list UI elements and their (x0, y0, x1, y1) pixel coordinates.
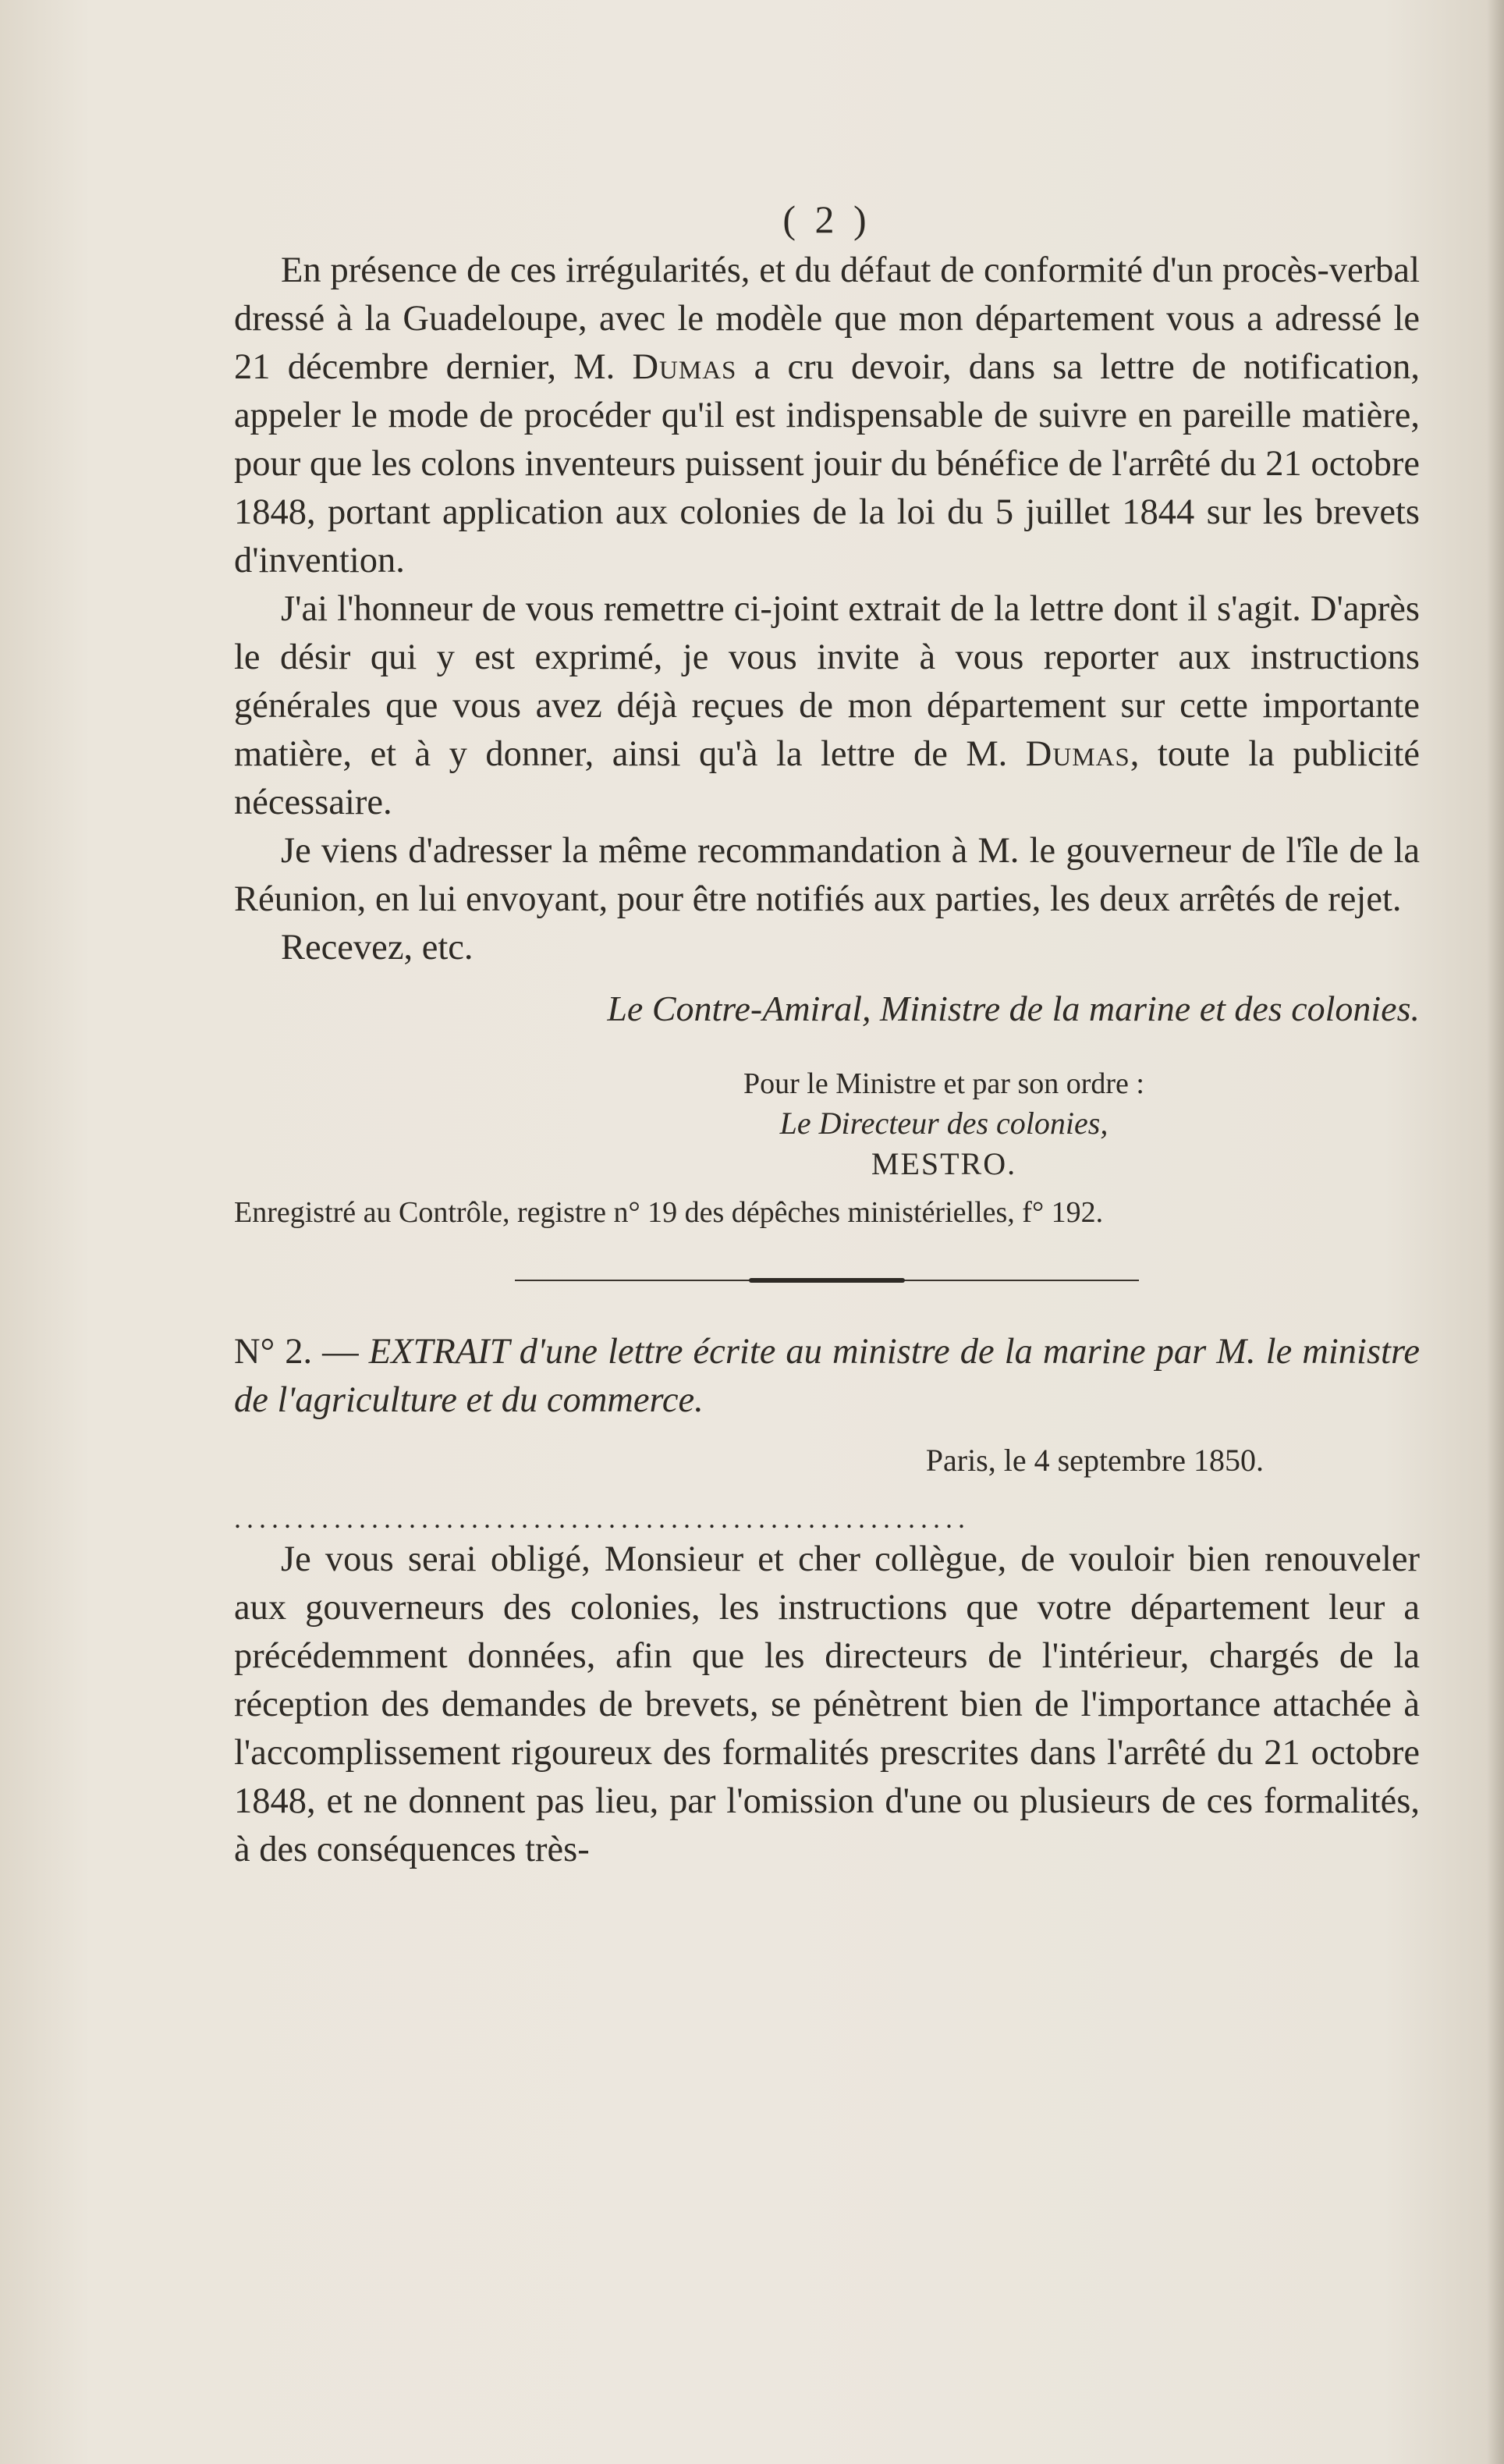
paragraph-3: Je viens d'adresser la même recommandation à M. le gouverneur de l'île de la Réunion, en lui envoyant, pour être notifiés aux parties, les deux arrêtés de rejet. (234, 831, 1420, 919)
paragraph-1-end: a cru devoir, dans sa lettre de notification, appeler le mode de procéder qu'il est indispensable de suivre en pareille matière, pour que les colons inventeurs puissent jouir du bénéfice de l'arrêté du 21 octobre 1848, portant application aux colonies de la loi du 5 juillet 1844 sur les brevets d'invention. (234, 347, 1420, 580)
section-divider (515, 1278, 1139, 1283)
section-2-heading (234, 1328, 1420, 1425)
page-number: ( 2 ) (782, 197, 871, 241)
paragraph-1-start: En présence de ces irrégularités, et du défaut de conformité d'un procès-verbal dressé à la Guadeloupe, avec le modèle que mon département vous a adressé le 21 décembre dernier, M. (234, 250, 1420, 387)
signature-name: MESTRO. (871, 1146, 1017, 1181)
text-column (234, 195, 1420, 1874)
signature-director: Le Directeur des colonies, (779, 1106, 1108, 1141)
section-2-title: EXTRAIT d'une lettre écrite au ministre de la marine par M. le ministre de l'agriculture et du commerce. (234, 1332, 1420, 1420)
registry-note: Enregistré au Contrôle, registre n° 19 des dépêches ministérielles, f° 192. (234, 1196, 1104, 1229)
paragraph-2-start: J'ai l'honneur de vous remettre ci-joint extrait de la lettre dont il s'agit. D'après le désir qui y est exprimé, je vous invite à vous reporter aux instructions générales que vous avez déjà reçues de mon département sur cette importante matière, et à y donner, ainsi qu'à la lettre de M. (234, 589, 1420, 774)
ellipsis-line: ........................................................... (234, 1503, 970, 1534)
name-dumas: Dumas (632, 347, 737, 387)
section-2-number: N° 2. — (234, 1332, 369, 1372)
paragraph-1 (234, 247, 1420, 585)
name-dumas-2: Dumas (1025, 734, 1130, 774)
section-2-date: Paris, le 4 septembre 1850. (925, 1443, 1264, 1478)
paragraph-closing: Recevez, etc. (281, 928, 474, 967)
page-edge-shadow (1487, 0, 1504, 2464)
signature-order: Pour le Ministre et par son ordre : (743, 1067, 1144, 1100)
divider-thick-rule (749, 1278, 905, 1283)
signature-title: Le Contre-Amiral, Ministre de la marine et des colonies. (607, 989, 1420, 1028)
paragraph-2 (234, 585, 1420, 827)
paragraph-2-end: , toute la publicité nécessaire. (234, 734, 1420, 822)
section-2-body: Je vous serai obligé, Monsieur et cher collègue, de vouloir bien renouveler aux gouverneurs des colonies, les instructions que votre département leur a précédemment données, afin que les directeurs de l'intérieur, chargés de la réception des demandes de brevets, se pénètrent bien de l'importance attachée à l'accomplissement rigoureux des formalités prescrites dans l'arrêté du 21 octobre 1848, et ne donnent pas lieu, par l'omission d'une ou plusieurs de ces formalités, à des conséquences très- (234, 1539, 1420, 1869)
